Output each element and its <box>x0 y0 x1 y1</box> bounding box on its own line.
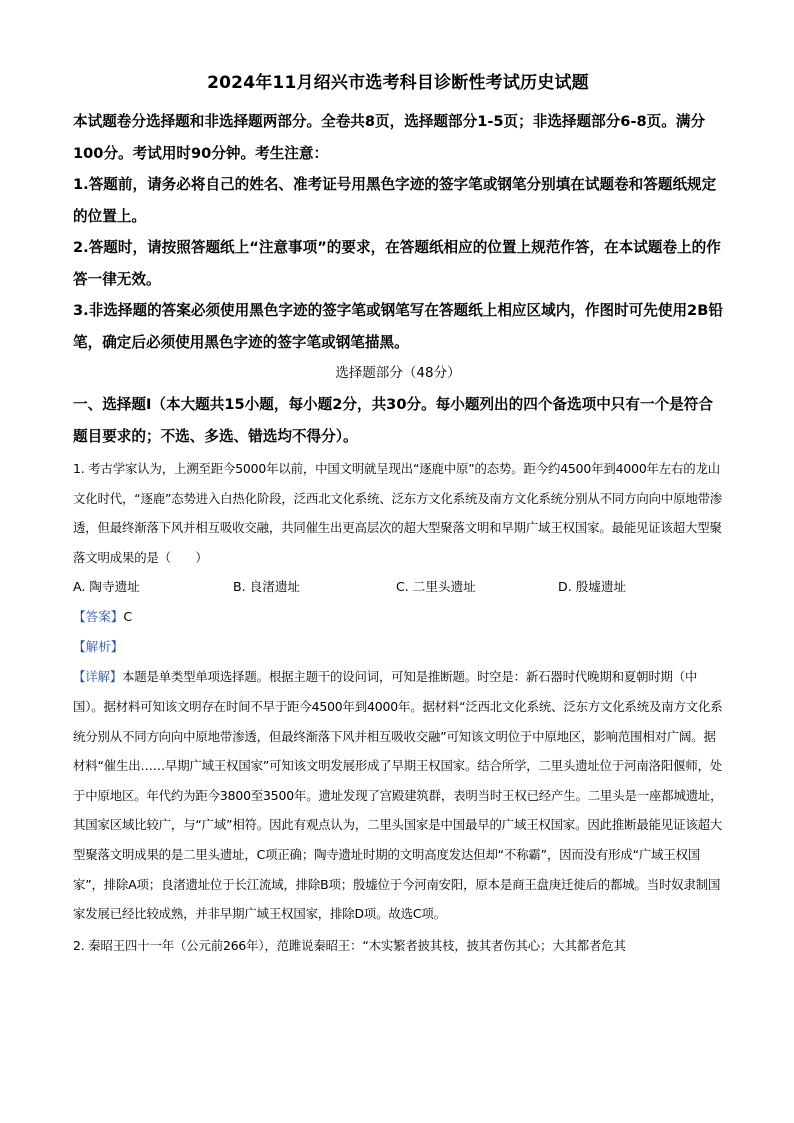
analysis-tag: 【解析】 <box>73 639 124 655</box>
question-1-stem: 1. 考古学家认为，上溯至距今5000年以前，中国文明就呈现出“逐鹿中原”的态势。距今约4500年到4000年左右的龙山文化时代，“逐鹿”态势进入白热化阶段，泛西北文化系统、泛东方文化系统及南方文化系统分别从不同方向向中原地带渗透，但最终渐落下风并相互吸收交融，共同催生出更高层次的超大型聚落文明和早期广域王权国家。最能见证该超大型聚落文明成果的是（ ） <box>73 461 723 565</box>
page-title: 2024年11月绍兴市选考科目诊断性考试历史试题 <box>207 73 589 93</box>
part-heading: 一、选择题Ⅰ（本大题共15小题，每小题2分，共30分。每小题列出的四个备选项中只有一个是符合题目要求的；不选、多选、错选均不得分）。 <box>73 396 713 445</box>
detail-tag: 【详解】 <box>73 669 122 685</box>
exam-page <box>73 68 723 960</box>
option-d: D. 殷墟遗址 <box>558 579 627 595</box>
question-1-options <box>73 572 723 602</box>
answer-tag: 【答案】 <box>73 609 124 625</box>
detail-text: 本题是单类型单项选择题。根据主题干的设问词，可知是推断题。时空是：新石器时代晚期和夏朝时期（中国）。据材料可知该文明存在时间不早于距今4500年到4000年。据材料“泛西北文化系统、泛东方文化系统及南方文化系统分别从不同方向向中原地带渗透，但最终渐落下风并相互吸收交融”可知该文明位于中原地区，影响范围相对广阔。据材料“催生出……早期广域王权国家”可知该文明发展形成了早期王权国家。结合所学，二里头遗址位于河南洛阳偃师，处于中原地区。年代约为距今3800至3500年。遗址发现了宫殿建筑群，表明当时王权已经产生。二里头是一座都城遗址，其国家区域比较广，与“广域”相符。因此有观点认为，二里头国家是中国最早的广域王权国家。因此推断最能见证该超大型聚落文明成果的是二里头遗址，C项正确；陶寺遗址时期的文明高度发达但却“不称霸”，因而没有形成“广域王权国家”，排除A项；良渚遗址位于长江流域，排除B项；殷墟位于今河南安阳，原本是商王盘庚迁徙后的都城。当时奴隶制国家发展已经比较成熟，并非早期广域王权国家，排除D项。故选C项。 <box>73 669 723 922</box>
option-c: C. 二里头遗址 <box>396 579 476 595</box>
option-b: B. 良渚遗址 <box>233 579 301 595</box>
option-a: A. 陶寺遗址 <box>73 579 140 595</box>
note-3: 3.非选择题的答案必须使用黑色字迹的签字笔或钢笔写在答题纸上相应区域内，作图时可先使用2B铅笔，确定后必须使用黑色字迹的签字笔或钢笔描黑。 <box>73 302 723 351</box>
note-1: 1.答题前，请务必将自己的姓名、准考证号用黑色字迹的签字笔或钢笔分别填在试题卷和答题纸规定的位置上。 <box>73 176 717 225</box>
note-2: 2.答题时，请按照答题纸上“注意事项”的要求，在答题纸相应的位置上规范作答，在本试题卷上的作答一律无效。 <box>73 239 721 288</box>
question-2-stem: 2. 秦昭王四十一年（公元前266年），范雎说秦昭王：“木实繁者披其枝，披其者伤其心；大其都者危其 <box>73 937 626 953</box>
question-1-detail <box>73 662 723 928</box>
section-title: 选择题部分（48分） <box>335 365 461 381</box>
exam-intro: 本试题卷分选择题和非选择题两部分。全卷共8页，选择题部分1-5页；非选择题部分6-8页。满分100分。考试用时90分钟。考生注意： <box>73 113 706 162</box>
answer-value: C <box>123 609 133 625</box>
answer-line <box>73 602 723 632</box>
